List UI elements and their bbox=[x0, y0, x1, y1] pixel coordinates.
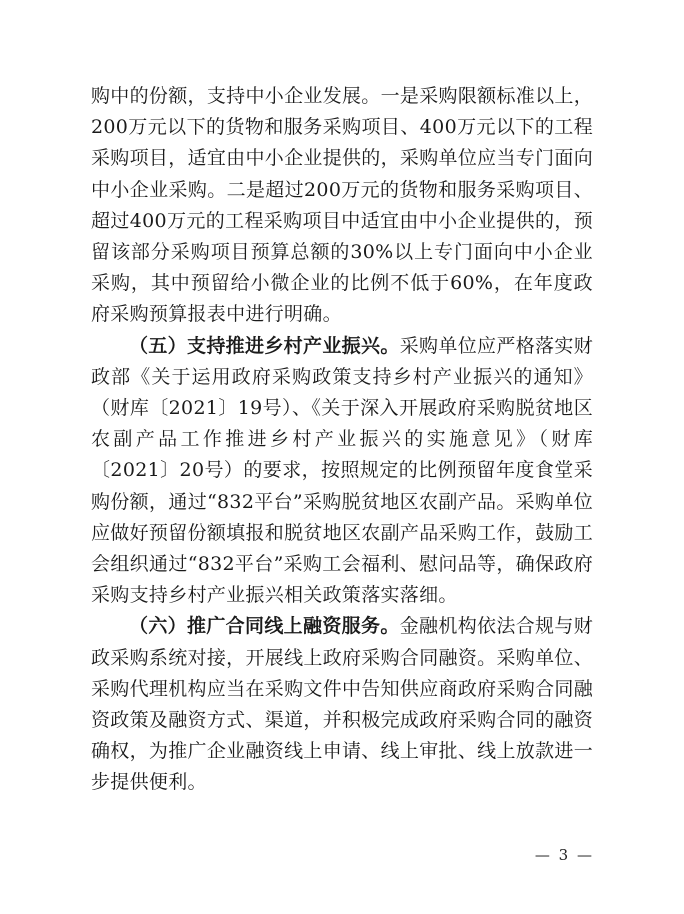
section-5-body: 采购单位应严格落实财政部《关于运用政府采购政策支持乡村产业振兴的通知》（财库〔2021〕19号）、《关于深入开展政府采购脱贫地区农副产品工作推进乡村产业振兴的实施意见》（财库〔2021〕20号）的要求，按照规定的比例预留年度食堂采购份额，通过“832平台”采购脱贫地区农副产品。采购单位应做好预留份额填报和脱贫地区农副产品采购工作，鼓励工会组织通过“832平台”采购工会福利、慰问品等，确保政府采购支持乡村产业振兴相关政策落实落细。 bbox=[91, 334, 593, 607]
section-5-heading: （五）支持推进乡村产业振兴。 bbox=[129, 334, 400, 357]
page-number: — 3 — bbox=[534, 846, 594, 864]
paragraph-section-5 bbox=[91, 331, 593, 612]
section-6-heading: （六）推广合同线上融资服务。 bbox=[129, 615, 400, 638]
section-6-body: 金融机构依法合规与财政采购系统对接，开展线上政府采购合同融资。采购单位、采购代理机构应当在采购文件中告知供应商政府采购合同融资政策及融资方式、渠道，并积极完成政府采购合同的融资确权，为推广企业融资线上申请、线上审批、线上放款进一步提供便利。 bbox=[91, 615, 593, 794]
body-text bbox=[91, 81, 593, 799]
paragraph-continued bbox=[91, 81, 593, 331]
paragraph-1-body: 购中的份额，支持中小企业发展。一是采购限额标准以上，200万元以下的货物和服务采购项目、400万元以下的工程采购项目，适宜由中小企业提供的，采购单位应当专门面向中小企业采购。二是超过200万元的货物和服务采购项目、超过400万元的工程采购项目中适宜由中小企业提供的，预留该部分采购项目预算总额的30%以上专门面向中小企业采购，其中预留给小微企业的比例不低于60%，在年度政府采购预算报表中进行明确。 bbox=[91, 85, 593, 326]
paragraph-section-6 bbox=[91, 611, 593, 798]
